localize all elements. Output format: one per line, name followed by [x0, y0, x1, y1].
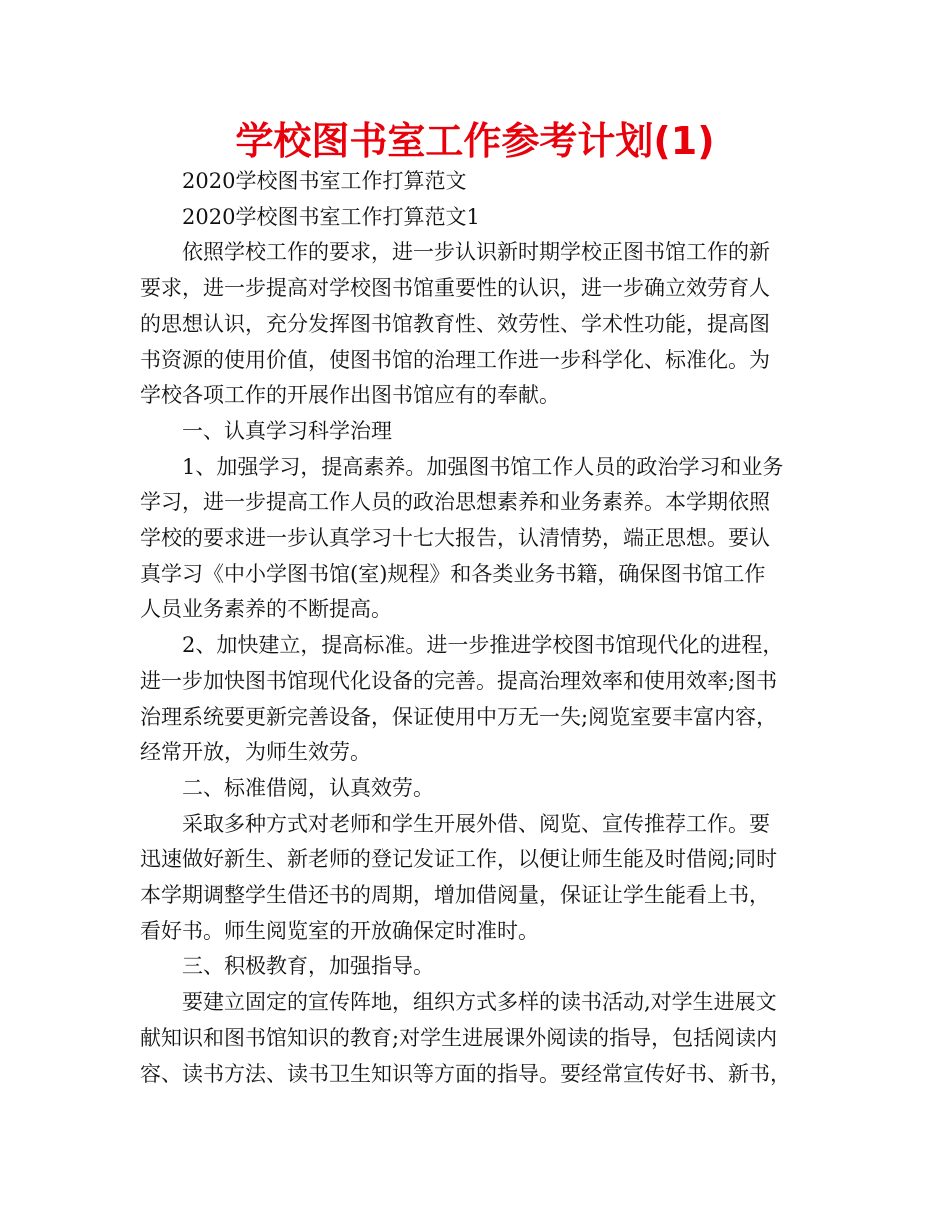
text-line: 学校各项工作的开展作出图书馆应有的奉献。 — [140, 383, 560, 408]
text-line: 经常开放，为师生效劳。 — [140, 740, 371, 765]
text-line: 的思想认识，充分发挥图书馆教育性、效劳性、学术性功能，提高图 — [140, 311, 770, 336]
text-line: 迅速做好新生、新老师的登记发证工作，以便让师生能及时借阅;同时 — [140, 847, 778, 872]
section-heading: 三、积极教育，加强指导。 — [182, 954, 434, 979]
paragraph — [140, 628, 820, 771]
text-line: 1、加强学习，提高素养。加强图书馆工作人员的政治学习和业务 — [182, 454, 784, 479]
document-title: 学校图书室工作参考计划(1) — [235, 119, 715, 163]
paragraph — [140, 949, 820, 985]
section-heading: 二、标准借阅，认真效劳。 — [182, 775, 434, 800]
text-line: 容、读书方法、读书卫生知识等方面的指导。要经常宣传好书、新书， — [140, 1061, 791, 1086]
text-line: 真学习《中小学图书馆(室)规程》和各类业务书籍，确保图书馆工作 — [140, 561, 766, 586]
section-heading: 一、认真学习科学治理 — [182, 418, 392, 443]
text-line: 治理系统要更新完善设备，保证使用中万无一失;阅览室要丰富内容， — [140, 704, 778, 729]
paragraph — [140, 807, 820, 950]
text-line: 2020学校图书室工作打算范文1 — [182, 204, 480, 229]
text-line: 书资源的使用价值，使图书馆的治理工作进一步科学化、标准化。为 — [140, 347, 770, 372]
document-body — [140, 164, 820, 1092]
text-line: 献知识和图书馆知识的教育;对学生进展课外阅读的指导，包括阅读内 — [140, 1025, 778, 1050]
paragraph — [140, 985, 820, 1092]
text-line: 要求，进一步提高对学校图书馆重要性的认识，进一步确立效劳育人 — [140, 276, 770, 301]
text-line: 要建立固定的宣传阵地，组织方式多样的读书活动,对学生进展文 — [182, 990, 777, 1015]
paragraph — [140, 164, 820, 200]
paragraph — [140, 200, 820, 236]
text-line: 依照学校工作的要求，进一步认识新时期学校正图书馆工作的新 — [182, 240, 770, 265]
paragraph — [140, 450, 820, 629]
text-line: 进一步加快图书馆现代化设备的完善。提高治理效率和使用效率;图书 — [140, 668, 778, 693]
text-line: 看好书。师生阅览室的开放确保定时准时。 — [140, 918, 539, 943]
text-line: 本学期调整学生借还书的周期，增加借阅量，保证让学生能看上书， — [140, 883, 770, 908]
text-line: 学校的要求进一步认真学习十七大报告，认清情势，端正思想。要认 — [140, 526, 770, 551]
text-line: 学习，进一步提高工作人员的政治思想素养和业务素养。本学期依照 — [140, 490, 770, 515]
text-line: 2020学校图书室工作打算范文 — [182, 169, 467, 193]
paragraph — [140, 235, 820, 414]
text-line: 人员业务素养的不断提高。 — [140, 597, 392, 622]
paragraph — [140, 771, 820, 807]
text-line: 采取多种方式对老师和学生开展外借、阅览、宣传推荐工作。要 — [182, 811, 770, 836]
paragraph — [140, 414, 820, 450]
text-line: 2、加快建立，提高标准。进一步推进学校图书馆现代化的进程， — [182, 633, 784, 658]
